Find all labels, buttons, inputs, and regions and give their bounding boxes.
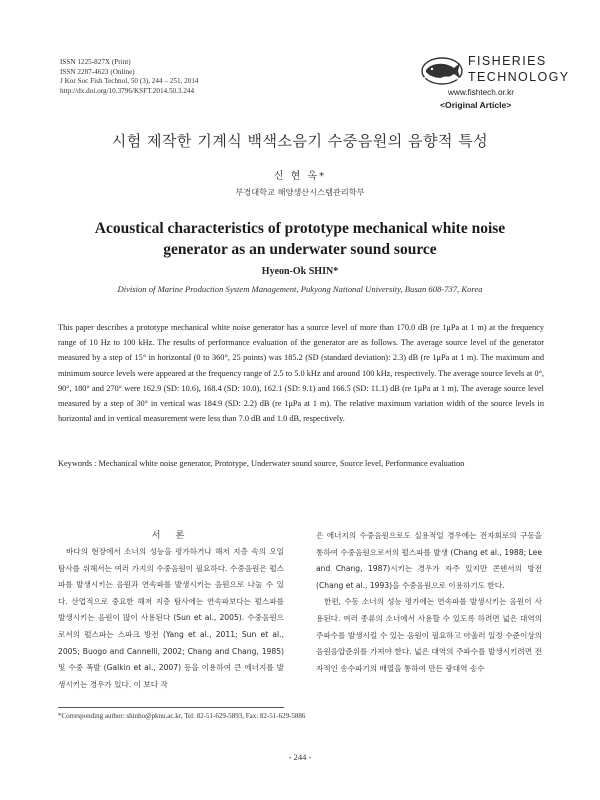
- paragraph: 한편, 수동 소너의 성능 평가에는 연속파를 발생시키는 음원이 사용된다. 여러 종류의 소너에서 사용할 수 있도록 하려면 넓은 대역의 주파수를 발생시킬 수 있는 음원이 필요하고 아울러 일정 수준이상의 음원음압준위를 가져야 한다. 넓은 대역의 주파수를 발생시키려면 전자적인 송수파기의 배열을 통하여 만든 광대역 송수: [316, 597, 542, 673]
- korean-title: 시험 제작한 기계식 백색소음기 수중음원의 음향적 특성: [111, 132, 489, 150]
- abstract: This paper describes a prototype mechanical white noise generator has a source level of more than 170.0 dB (re 1μPa at 1 m) at the frequency range of 10 Hz to 100 kHz. The results of performance evaluation of the generator are as follows. The average source level of the generator measured by a step of 15° in horizontal (0 to 360°, 25 points) was 185.2 (SD (standard deviation): 2.3) dB (re 1μPa at 1 m). The maximum and minimum source levels were appeared at the frequency range of 2.5 to 5.0 kHz and around 100 kHz, respectively. The average source levels at 0°, 90°, 180° and 270° were 162.9 (SD: 10.6), 168.4 (SD: 10.0), 162.1 (SD: 9.1) and 166.5 (SD: 11.1) dB (re 1μPa at 1 m). The average source level measured by a step of 30° in vertical was 184.9 (SD: 2.2) dB (re 1μPa at 1 m). The relative maximum variation width of the source levels in horizontal and in vertical measurement were less than 7.0 dB and 1.0 dB, respectively.: [58, 323, 544, 424]
- citation: J Kor Soc Fish Technol, 50 (3), 244 – 251, 2014: [60, 77, 199, 86]
- english-title-line1: Acoustical characteristics of prototype mechanical white noise: [94, 220, 506, 237]
- journal-meta: [60, 58, 199, 96]
- keywords: Keywords : Mechanical white noise generator, Prototype, Underwater sound source, Source level, Performance evaluation: [58, 459, 465, 468]
- fish-wave-icon: [420, 56, 464, 86]
- english-author: Hyeon-Ok SHIN*: [261, 266, 339, 277]
- article-type: <Original Article>: [440, 100, 512, 110]
- corresponding-author-footnote: *Corresponding author: shinho@pknu.ac.kr, Tel: 82-51-629-5893, Fax: 82-51-629-5886: [58, 712, 306, 720]
- english-title: [40, 218, 560, 260]
- paragraph: 은 에너지의 수중음원으로도 실용적일 경우에는 전자회로의 구동을 통하여 수중음원으로서의 펄스파를 발생 (Chang et al., 1988; Lee and Chang, 1987)시키는 경우가 자주 있지만 콘덴서의 방전 (Chang et al., 1993)을 수중음원으로 이용하기도 한다.: [316, 531, 542, 590]
- paragraph: 바다의 현장에서 소너의 성능을 평가하거나 해저 지층 속의 오일 탐사를 위해서는 여러 가지의 수중음원이 필요하다. 수중음원은 펄스파를 발생시키는 음원과 연속파를 발생시키는 음원으로 나눌 수 있다. 산업적으로 중요한 해저 지층 탐사에는 연속파보다는 펄스파를 발생시키는 음원이 많이 사용된다 (Sun et al., 2005). 수중음원으로서의 펄스파는 스파크 방전 (Yang et al., 2011; Sun et al., 2005; Buogo and Cannelli, 2002; Chang and Chang, 1985) 및 수중 폭발 (Galkin et al., 2007) 등을 이용하여 큰 에너지를 발생시키는 경우가 있다. 이 보다 작: [58, 547, 284, 689]
- doi-link[interactable]: http://dx.doi.org/10.3796/KSFT.2014.50.3.244: [60, 86, 195, 95]
- body-column-left: [58, 528, 284, 693]
- issn-print: ISSN 1225-827X (Print): [60, 58, 131, 66]
- issn-online: ISSN 2287-4623 (Online): [60, 67, 135, 76]
- korean-affiliation: 부경대학교 해양생산시스템관리학부: [235, 187, 365, 197]
- english-affiliation: Division of Marine Production System Management, Pukyong National University, Busan 608-737, Korea: [117, 284, 483, 294]
- body-column-right: [316, 528, 542, 677]
- footnote-divider: [58, 707, 284, 708]
- section-heading-introduction: 서 론: [151, 530, 191, 541]
- journal-url[interactable]: www.fishtech.or.kr: [448, 88, 514, 97]
- korean-author: 신 현 옥*: [273, 171, 327, 182]
- english-title-line2: generator as an underwater sound source: [163, 241, 437, 258]
- journal-logo: [420, 50, 570, 112]
- logo-text-fisheries: FISHERIES: [468, 54, 547, 68]
- logo-text-technology: TECHNOLOGY: [468, 70, 570, 84]
- page-number: - 244 -: [288, 752, 312, 762]
